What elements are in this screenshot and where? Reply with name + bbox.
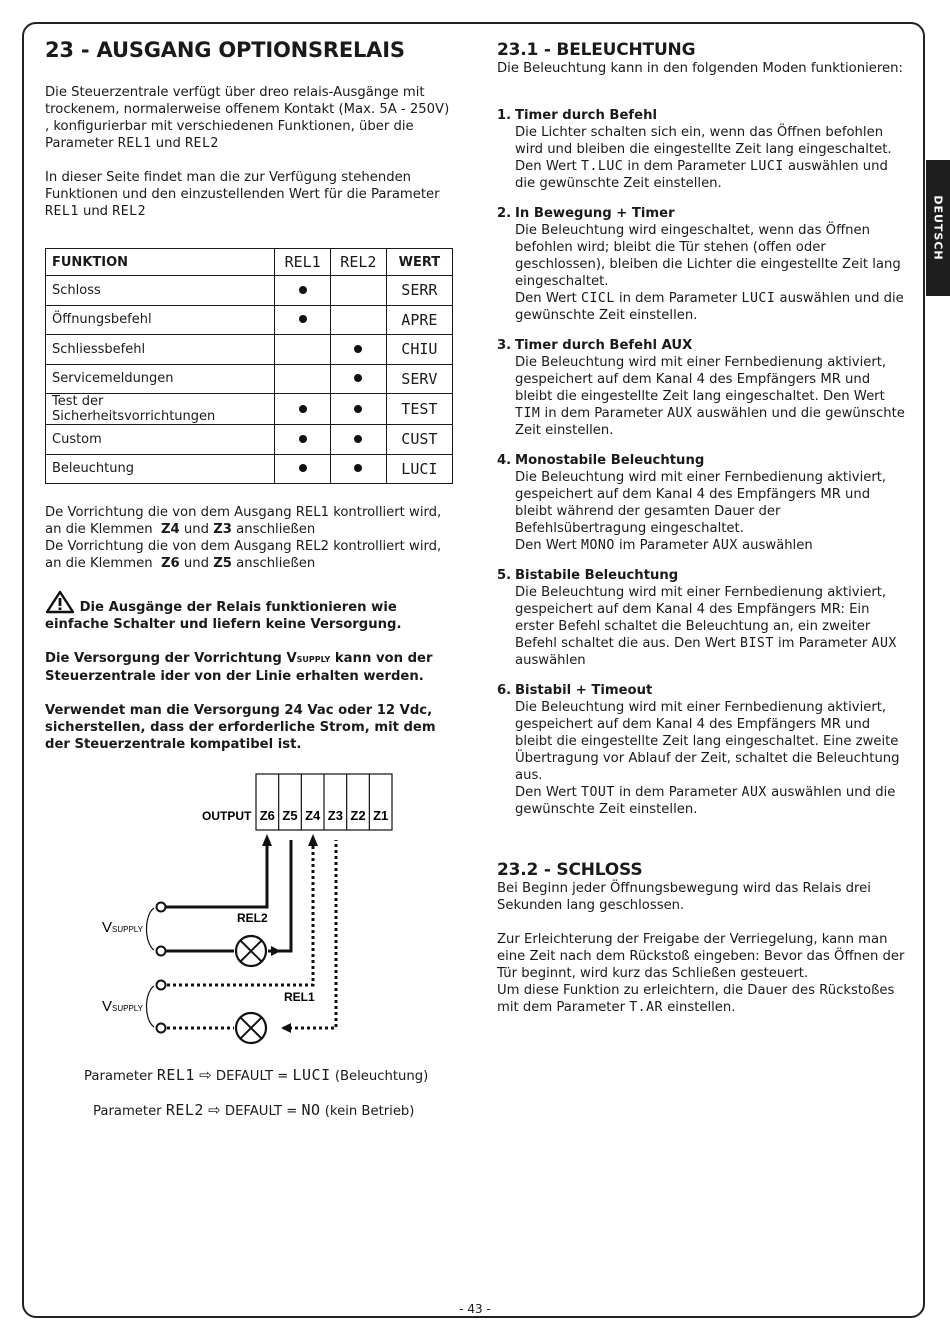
item-p1c: auswählen und die gewünschte Zeit einstellen. [515,406,905,438]
item-title [497,337,907,354]
item-param: LUCI [749,159,784,174]
subsection-title-beleuchtung: 23.1 - BELEUCHTUNG [497,40,696,60]
list-item [497,205,907,324]
bullet-icon [299,315,307,323]
table-cell-wert: CHIU [386,335,452,365]
page-number: - 43 - [459,1302,491,1316]
table-cell-funktion: Custom [46,425,275,455]
item-title-text: In Bewegung + Timer [515,206,675,221]
language-tab [926,160,950,296]
item-title-text: Timer durch Befehl AUX [515,338,693,353]
warning-3: Verwendet man die Versorgung 24 Vac oder 12 Vdc, sicherstellen, dass der erforderliche Strom, mit dem der Steuerzentrale kompatibel ist. [45,703,436,752]
item-text [515,584,907,669]
mode-list [497,107,907,818]
table-cell-r1 [275,305,331,335]
output-label: OUTPUT [202,809,252,823]
table-cell-r1 [275,364,331,394]
warning-2-sub: SUPPLY [296,655,331,664]
table-cell-wert: APRE [386,305,452,335]
item-value: TIM [515,406,541,421]
schloss-p3-text: Um diese Funktion zu erleichtern, die Dauer des Rückstoßes mit dem Parameter [497,983,895,1015]
anschliessen-1: anschließen [236,522,316,537]
schloss-paragraph-2: Zur Erleichterung der Freigabe der Verriegelung, kann man eine Zeit nach dem Rückstoß eingeben: Bevor das Öffnen der Tür beginnt, wird kurz das Schließen gesteuert. [497,932,905,981]
intro-text-2: In dieser Seite findet man die zur Verfügung stehenden Funktionen und den einzustellenden Wert für die Parameter [45,170,440,202]
item-body [497,222,907,324]
v-2: V [102,998,113,1015]
item-p1b: im Parameter [778,636,868,651]
table-row [46,305,453,335]
table-cell-r1 [275,394,331,425]
lamp-rel2-icon [236,936,266,966]
terminal-z5: Z5 [213,556,232,571]
table-row [46,276,453,306]
vsub-2: SUPPLY [112,1004,143,1013]
item-p2b: in dem Parameter [627,159,746,174]
table-row [46,425,453,455]
intro-paragraph-1 [45,84,457,152]
table-cell-r2 [331,335,387,365]
terminal-z6: Z6 [160,556,180,571]
item-p2a: Den Wert [515,159,577,174]
warning-2-text-b: kann von der Steuerzentrale ider von der Linie erhalten werden. [45,651,433,684]
function-table [45,248,453,484]
left-column [45,38,457,753]
item-param: LUCI [741,291,776,306]
table-cell-funktion: Schloss [46,276,275,306]
und-1: und [155,136,181,151]
conn1-text: De Vorrichtung die von dem Ausgang REL1 kontrolliert wird, an die Klemmen [45,505,442,537]
terminal-z4: Z4 [160,522,180,537]
item-text [515,124,907,158]
param-rel1: REL1 [45,204,79,219]
bullet-icon [299,286,307,294]
bullet-icon [299,405,307,413]
item-param: AUX [712,538,738,553]
item-p2c: auswählen [742,538,813,553]
list-item [497,337,907,439]
param1-default: DEFAULT = [215,1069,289,1084]
warning-icon [45,590,75,614]
header-wert: WERT [386,249,452,276]
anschliessen-2: anschließen [236,556,316,571]
table-header-row [46,249,453,276]
item-p2a: Den Wert [515,785,577,800]
warning-2-text-a: Die Versorgung der Vorrichtung V [45,651,297,666]
item-number: 4. [497,453,512,468]
item-p1: Die Beleuchtung wird mit einer Fernbedienung aktiviert, gespeichert auf dem Kanal 4 des Empfängers MR und bleibt die eingestellte Zeit lang eingeschaltet. Den Wert [515,355,887,404]
item-title-text: Bistabile Beleuchtung [515,568,679,583]
table-cell-r1 [275,276,331,306]
param-rel2: REL2 [185,136,219,151]
param2-name: REL2 [165,1101,204,1119]
item-number: 6. [497,683,512,698]
header-rel2: REL2 [331,249,387,276]
param-rel2: REL2 [112,204,147,219]
bullet-icon [354,435,362,443]
item-param: AUX [667,406,693,421]
table-cell-funktion: Schliessbefehl [46,335,275,365]
table-cell-r1 [275,335,331,365]
bullet-icon [299,435,307,443]
terminal-label: Z6 [259,808,275,823]
item-value: BIST [740,636,774,651]
item-number: 2. [497,206,512,221]
item-body [497,699,907,818]
item-p1: Die Beleuchtung wird eingeschaltet, wenn das Öffnen befohlen wird; bleibt die Tür stehen (offen oder geschlossen), bleiben die Lichter die eingestellte Zeit lang eingeschaltet. [515,223,901,289]
terminal-label: Z5 [282,808,298,823]
bullet-icon [354,345,362,353]
und-2: und [82,204,109,219]
item-p1: Die Beleuchtung wird mit einer Fernbedienung aktiviert, gespeichert auf dem Kanal 4 des Empfängers MR: Ein erster Befehl schaltet die Beleuchtung an, ein zweiter Befehl schaltet die aus. Den Wert [515,585,887,651]
terminal-z3: Z3 [213,522,232,537]
list-item [497,682,907,818]
arrow-right-icon: ⇨ [208,1101,221,1119]
item-title [497,205,907,222]
table-cell-r2 [331,364,387,394]
intro-text-1: Die Steuerzentrale verfügt über dreo relais-Ausgänge mit trockenem, normalerweise offenem Kontakt (Max. 5A - 250V) , konfigurierbar mit verschiedenen Funktionen, über die Parameter [45,85,450,151]
table-row [46,364,453,394]
item-p2b: im Parameter [618,538,709,553]
item-title-text: Timer durch Befehl [515,108,658,123]
item-text-2 [515,158,907,192]
param1-name: REL1 [156,1066,195,1084]
table-cell-funktion: Servicemeldungen [46,364,275,394]
table-cell-wert: SERV [386,364,452,394]
bullet-icon [354,464,362,472]
item-p2c: auswählen und die gewünschte Zeit einstellen. [515,159,888,191]
table-cell-r2 [331,425,387,455]
item-p2c: auswählen und die gewünschte Zeit einstellen. [515,291,904,323]
item-text [515,699,907,784]
connection-rel1: De Vorrichtung die von dem Ausgang REL1 kontrolliert wird, an die Klemmen Z4 und Z3 anschließen [45,505,442,537]
bullet-icon [299,464,307,472]
terminal-label: Z2 [350,808,366,823]
item-value: TOUT [581,785,615,800]
item-title [497,452,907,469]
arrow-right-icon: ⇨ [199,1066,212,1084]
lamp-rel1-icon [236,1013,266,1043]
section-title: 23 - AUSGANG OPTIONSRELAIS [45,38,405,62]
item-body [497,469,907,554]
param2-desc: (kein Betrieb) [324,1104,415,1119]
rel2-label: REL2 [237,911,268,925]
param-tar: T.AR [629,1000,663,1015]
item-text [515,469,907,537]
item-p1: Die Lichter schalten sich ein, wenn das Öffnen befohlen wird und bleiben die eingestellte Zeit lang eingeschaltet. [515,125,892,157]
item-p1c: auswählen [515,653,586,668]
item-value: MONO [581,538,615,553]
item-param: AUX [871,636,897,651]
table-cell-wert: SERR [386,276,452,306]
table-cell-wert: CUST [386,425,452,455]
language-tab-label: DEUTSCH [931,195,945,261]
list-item [497,567,907,669]
wiring-svg [80,770,440,1060]
terminal-label: Z1 [373,808,389,823]
bullet-icon [354,374,362,382]
schloss-paragraph-3 [497,982,907,1016]
item-number: 1. [497,108,512,123]
item-title [497,567,907,584]
table-cell-r1 [275,425,331,455]
bullet-icon [354,405,362,413]
table-cell-funktion: Test der Sicherheitsvorrichtungen [46,394,275,425]
item-value: T.LUC [581,159,624,174]
item-body [497,354,907,439]
item-title [497,107,907,124]
table-cell-r2 [331,394,387,425]
connection-rel2: De Vorrichtung die von dem Ausgang REL2 kontrolliert wird, an die Klemmen Z6 und Z5 anschließen [45,539,442,571]
item-number: 3. [497,338,512,353]
right-column [497,40,907,1016]
rel1-label: REL1 [284,990,315,1004]
item-title [497,682,907,699]
warning-1 [45,590,457,633]
item-param: AUX [741,785,767,800]
item-text-2 [515,537,907,554]
param-default-rel1 [84,1066,428,1084]
table-cell-r2 [331,454,387,484]
table-cell-r2 [331,305,387,335]
list-item [497,107,907,192]
terminal-label: Z4 [305,808,321,823]
item-p2b: in dem Parameter [618,785,738,800]
warning-1-text: Die Ausgänge der Relais funktionieren wie einfache Schalter und liefern keine Versorgung. [45,600,402,632]
beleuchtung-intro: Die Beleuchtung kann in den folgenden Moden funktionieren: [497,61,903,76]
param-default-rel2 [93,1101,414,1119]
item-p1: Die Beleuchtung wird mit einer Fernbedienung aktiviert, gespeichert auf dem Kanal 4 des Empfängers MR und bleibt während der gesamten Dauer der Befehlsübertragung eingeschaltet. [515,470,887,536]
item-title-text: Bistabil + Timeout [515,683,653,698]
table-cell-funktion: Beleuchtung [46,454,275,484]
vsupply-label-1 [102,919,144,936]
param2-label: Parameter [93,1104,162,1119]
param2-value: NO [301,1101,321,1119]
header-rel1: REL1 [275,249,331,276]
item-body [497,124,907,192]
item-title-text: Monostabile Beleuchtung [515,453,705,468]
item-p2a: Den Wert [515,538,577,553]
table-cell-r2 [331,276,387,306]
warning-2 [45,650,457,685]
item-text-2 [515,784,907,818]
schloss-section [497,860,907,1016]
schloss-paragraph-1: Bei Beginn jeder Öffnungsbewegung wird das Relais drei Sekunden lang geschlossen. [497,881,871,913]
param-rel1: REL1 [117,136,152,151]
item-p1: Die Beleuchtung wird mit einer Fernbedienung aktiviert, gespeichert auf dem Kanal 4 des Empfängers MR und bleibt die eingestellte Zeit lang eingeschaltet. Eine zweite Übertragung vor Ablauf der Zeit, schaltet die Beleuchtung aus. [515,700,900,783]
conn2-text: De Vorrichtung die von dem Ausgang REL2 kontrolliert wird, an die Klemmen [45,539,442,571]
item-p2a: Den Wert [515,291,577,306]
item-text [515,354,907,439]
schloss-p3-end: einstellen. [667,1000,736,1015]
table-row [46,335,453,365]
table-cell-r1 [275,454,331,484]
param2-default: DEFAULT = [224,1104,298,1119]
list-item [497,452,907,554]
param1-desc: (Beleuchtung) [334,1069,429,1084]
terminal-label: Z3 [327,808,343,823]
item-p1b: in dem Parameter [544,406,663,421]
item-p2c: auswählen und die gewünschte Zeit einstellen. [515,785,896,817]
table-row [46,454,453,484]
wiring-diagram [80,770,440,1060]
vsub-1: SUPPLY [112,925,143,934]
item-p2b: in dem Parameter [618,291,738,306]
vsupply-label-2 [102,998,144,1015]
header-funktion: FUNKTION [46,249,275,276]
param1-value: LUCI [292,1066,331,1084]
v-1: V [102,919,113,936]
item-value: CICL [581,291,615,306]
param1-label: Parameter [84,1069,153,1084]
table-cell-wert: LUCI [386,454,452,484]
item-body [497,584,907,669]
table-row [46,394,453,425]
item-text [515,222,907,290]
item-number: 5. [497,568,512,583]
intro-paragraph-2 [45,169,457,220]
table-cell-wert: TEST [386,394,452,425]
subsection-title-schloss: 23.2 - SCHLOSS [497,860,643,880]
table-cell-funktion: Öffnungsbefehl [46,305,275,335]
item-text-2 [515,290,907,324]
